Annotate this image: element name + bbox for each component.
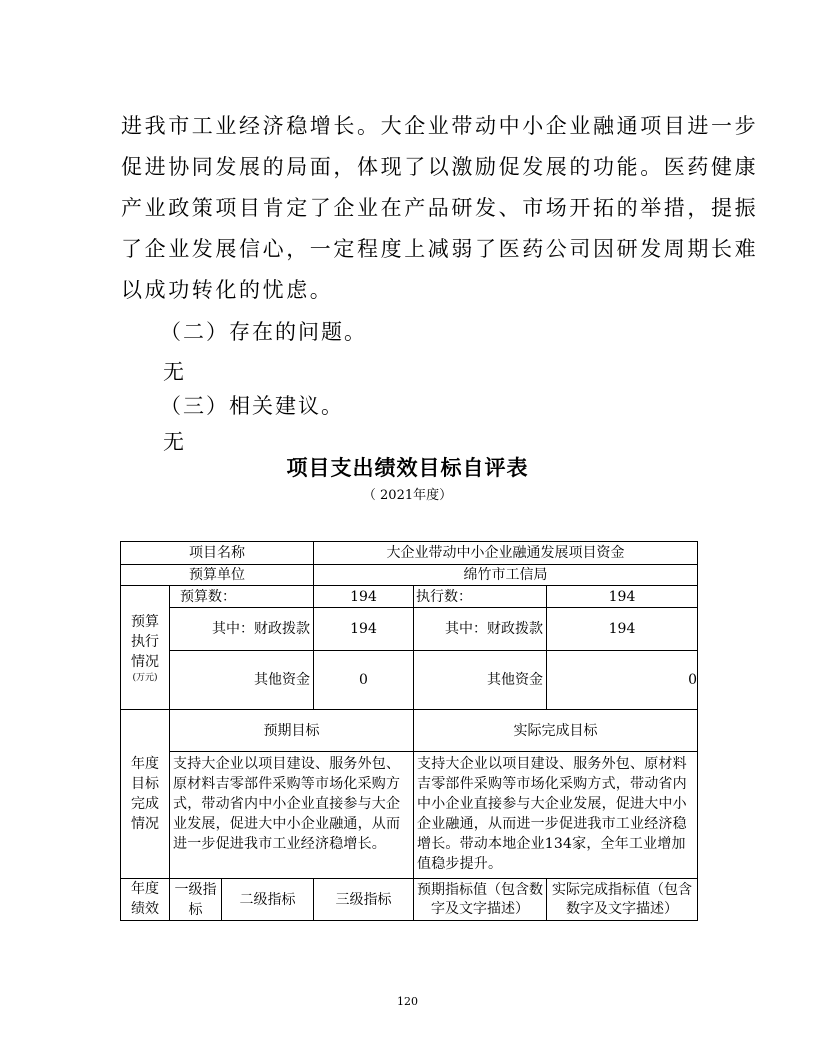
body-line-5: 以成功转化的忧虑。 [121, 278, 334, 302]
other-budget-value: 0 [314, 651, 414, 710]
other-exec-value: 0 [547, 651, 698, 710]
budget-amount-label: 预算数： [170, 586, 314, 608]
goal-label-line4: 情况 [131, 816, 159, 832]
body-line-2: 促进协同发展的局面，体现了以激励促发展的功能。医药健康 [121, 155, 759, 179]
level1-header-line1: 一级指 [174, 881, 217, 898]
project-name-value: 大企业带动中小企业融通发展项目资金 [314, 542, 698, 565]
other-exec-label: 其他资金 [414, 651, 547, 710]
page-number: 120 [397, 995, 418, 1008]
budget-unit-value: 绵竹市工信局 [314, 565, 698, 586]
expected-goal-text: 支持大企业以项目建设、服务外包、原材料吉零部件采购等市场化采购方式，带动省内中小企业直接参与大企业发展，促进大中小企业融通，从而进一步促进我市工业经济稳增长。 [170, 752, 414, 879]
budget-unit-label: 预算单位 [121, 565, 314, 586]
level3-header: 三级指标 [314, 879, 414, 921]
actual-goal-text: 支持大企业以项目建设、服务外包、原材料吉零部件采购等市场化采购方式，带动省内中小企业直接参与大企业发展，促进大中小企业融通，从而进一步促进我市工业经济稳增长。带动本地企业134家，全年工业增加值稳步提升。 [414, 752, 698, 879]
exec-amount-label: 执行数： [414, 586, 547, 608]
budget-exec-unit: (万元) [132, 672, 158, 683]
section3-body: 无 [163, 430, 186, 454]
level1-header-line2: 标 [188, 901, 203, 918]
fiscal-exec-value: 194 [547, 608, 698, 651]
goal-label-line2: 目标 [131, 776, 159, 792]
fiscal-budget-label: 其中：财政拨款 [170, 608, 314, 651]
body-line-4: 了企业发展信心，一定程度上减弱了医药公司因研发周期长难 [121, 237, 759, 261]
table-title: 项目支出绩效目标自评表 [286, 456, 529, 480]
budget-exec-label-line2: 执行 [131, 633, 159, 650]
level1-header [170, 879, 222, 921]
actual-value-header: 实际完成指标值（包含数字及文字描述） [547, 879, 698, 921]
body-line-1: 进我市工业经济稳增长。大企业带动中小企业融通项目进一步 [121, 114, 759, 138]
body-line-3: 产业政策项目肯定了企业在产品研发、市场开拓的举措，提振 [121, 196, 759, 220]
budget-exec-label [121, 586, 170, 710]
table-subtitle: （ 2021年度） [362, 488, 453, 503]
performance-table [120, 541, 698, 921]
expected-goal-header: 预期目标 [170, 710, 414, 752]
goal-label-line3: 完成 [131, 796, 159, 812]
fiscal-exec-label: 其中：财政拨款 [414, 608, 547, 651]
exec-amount-value: 194 [547, 586, 698, 608]
perf-label [121, 879, 170, 921]
section2-body: 无 [163, 360, 186, 384]
budget-exec-label-line3: 情况 [131, 653, 159, 670]
perf-label-line1: 年度 [131, 881, 159, 897]
other-budget-label: 其他资金 [170, 651, 314, 710]
section3-heading: （三）相关建议。 [160, 394, 344, 418]
actual-goal-header: 实际完成目标 [414, 710, 698, 752]
expected-value-header: 预期指标值（包含数字及文字描述） [414, 879, 547, 921]
perf-label-line2: 绩效 [131, 901, 159, 917]
project-name-label: 项目名称 [121, 542, 314, 565]
budget-exec-label-line1: 预算 [131, 613, 159, 630]
budget-amount-value: 194 [314, 586, 414, 608]
goal-label [121, 710, 170, 879]
goal-label-line1: 年度 [131, 756, 159, 772]
level2-header: 二级指标 [222, 879, 314, 921]
section2-heading: （二）存在的问题。 [160, 320, 367, 344]
fiscal-budget-value: 194 [314, 608, 414, 651]
